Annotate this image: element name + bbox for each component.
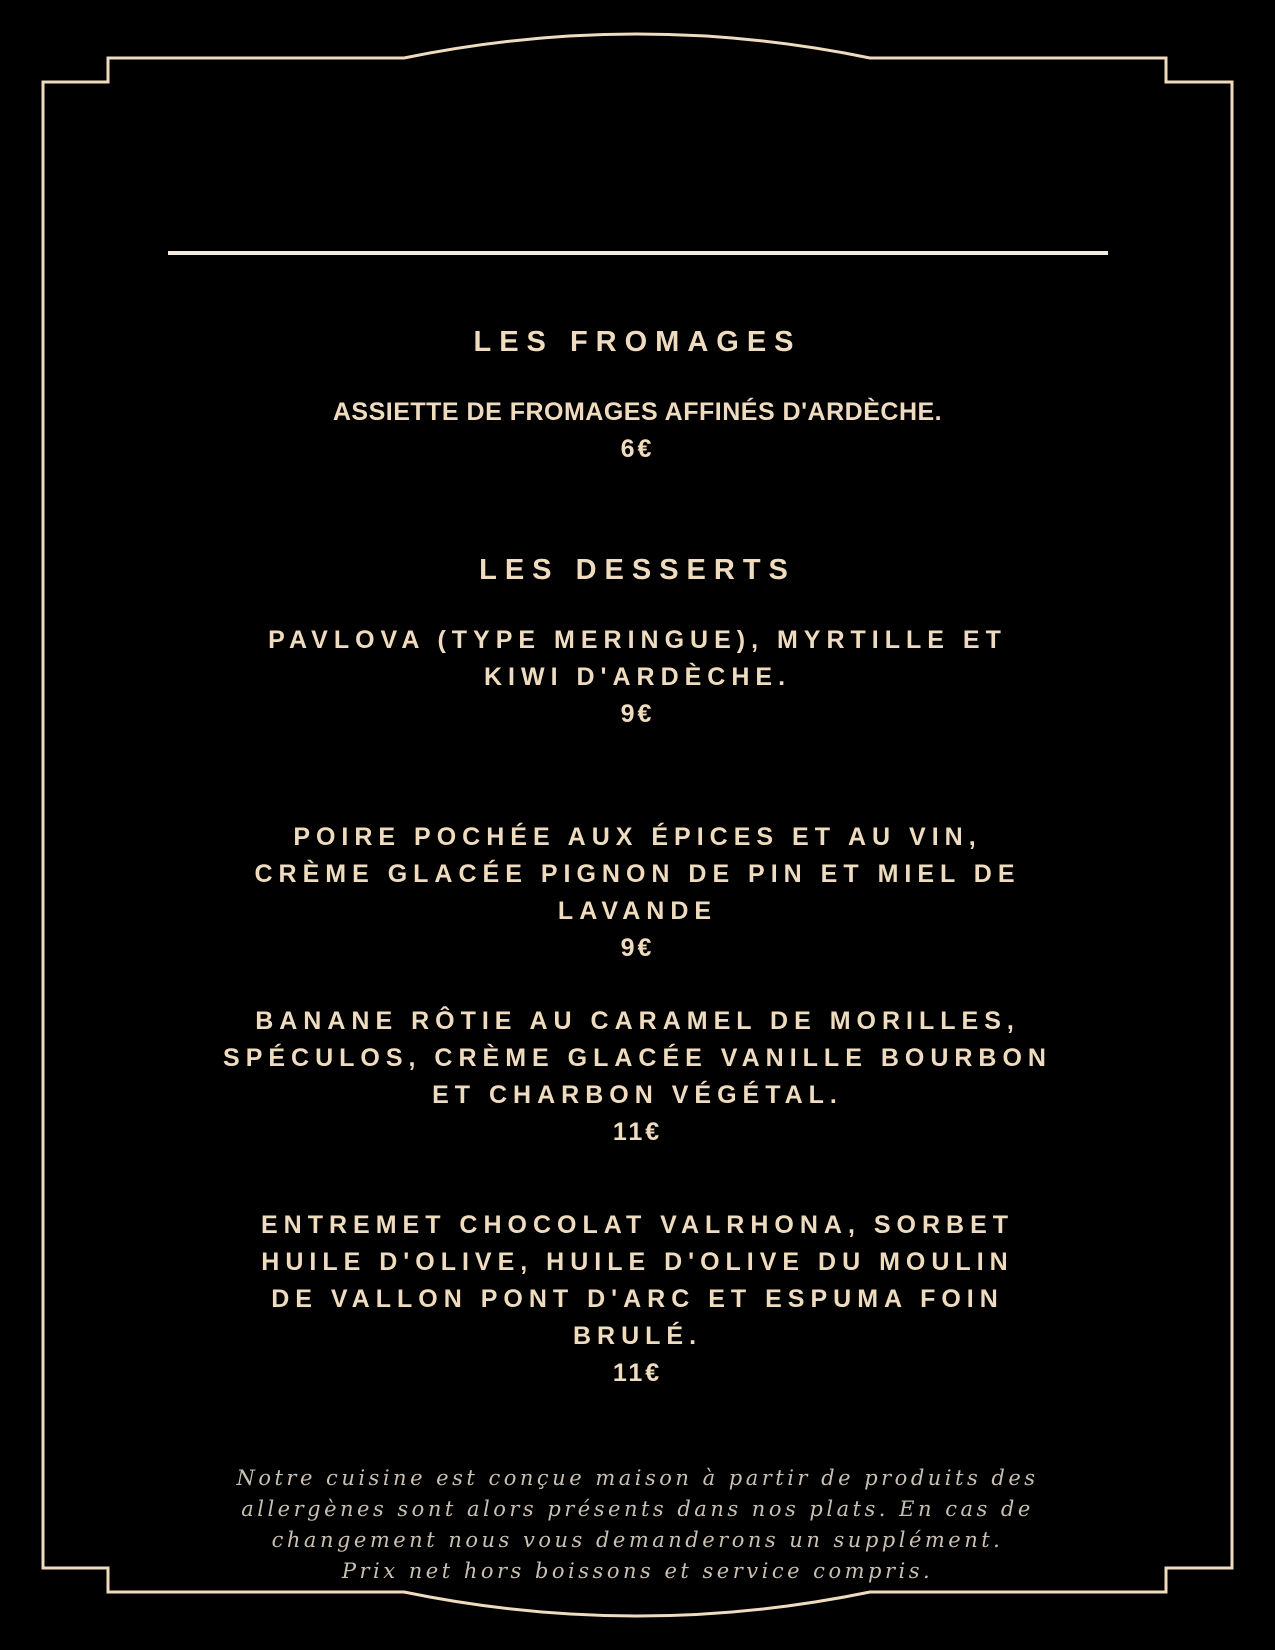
dessert-price: 9€: [620, 934, 655, 962]
dessert-item-banane: [0, 1003, 1275, 1151]
dessert-line: POIRE POCHÉE AUX ÉPICES ET AU VIN,: [293, 823, 982, 851]
fromages-title: LES FROMAGES: [473, 326, 802, 358]
dessert-item-pavlova: [0, 622, 1275, 733]
dessert-line: LAVANDE: [557, 897, 718, 925]
dessert-price: 11€: [612, 1118, 663, 1146]
footnote-line: Notre cuisine est conçue maison à partir de produits des: [236, 1466, 1039, 1490]
footnote-line: allergènes sont alors présents dans nos plats. En cas de: [241, 1497, 1034, 1521]
footnote-line: changement nous vous demanderons un supplément.: [271, 1528, 1004, 1552]
dessert-line: ENTREMET CHOCOLAT VALRHONA, SORBET: [260, 1211, 1015, 1239]
footnote: [0, 1463, 1275, 1587]
dessert-line: PAVLOVA (TYPE MERINGUE), MYRTILLE ET: [268, 626, 1007, 654]
dessert-price: 11€: [612, 1359, 663, 1387]
fromages-item: [0, 394, 1275, 468]
dessert-line: BANANE RÔTIE AU CARAMEL DE MORILLES,: [255, 1007, 1020, 1035]
dessert-price: 9€: [620, 700, 655, 728]
top-divider: [168, 251, 1108, 255]
footnote-line: Prix net hors boissons et service compris.: [341, 1559, 934, 1583]
dessert-line: BRULÉ.: [572, 1322, 703, 1350]
dessert-item-entremet: [0, 1207, 1275, 1392]
dessert-line: SPÉCULOS, CRÈME GLACÉE VANILLE BOURBON: [223, 1044, 1052, 1072]
dessert-line: HUILE D'OLIVE, HUILE D'OLIVE DU MOULIN: [261, 1248, 1014, 1276]
dessert-line: CRÈME GLACÉE PIGNON DE PIN ET MIEL DE: [254, 860, 1021, 888]
dessert-line: ET CHARBON VÉGÉTAL.: [432, 1081, 843, 1109]
dessert-line: KIWI D'ARDÈCHE.: [483, 663, 792, 691]
fromages-item-price: 6€: [620, 435, 655, 463]
dessert-item-poire: [0, 819, 1275, 967]
dessert-line: DE VALLON PONT D'ARC ET ESPUMA FOIN: [271, 1285, 1004, 1313]
desserts-title: LES DESSERTS: [479, 554, 796, 586]
fromages-item-line: ASSIETTE DE FROMAGES AFFINÉS D'ARDÈCHE.: [332, 398, 943, 426]
